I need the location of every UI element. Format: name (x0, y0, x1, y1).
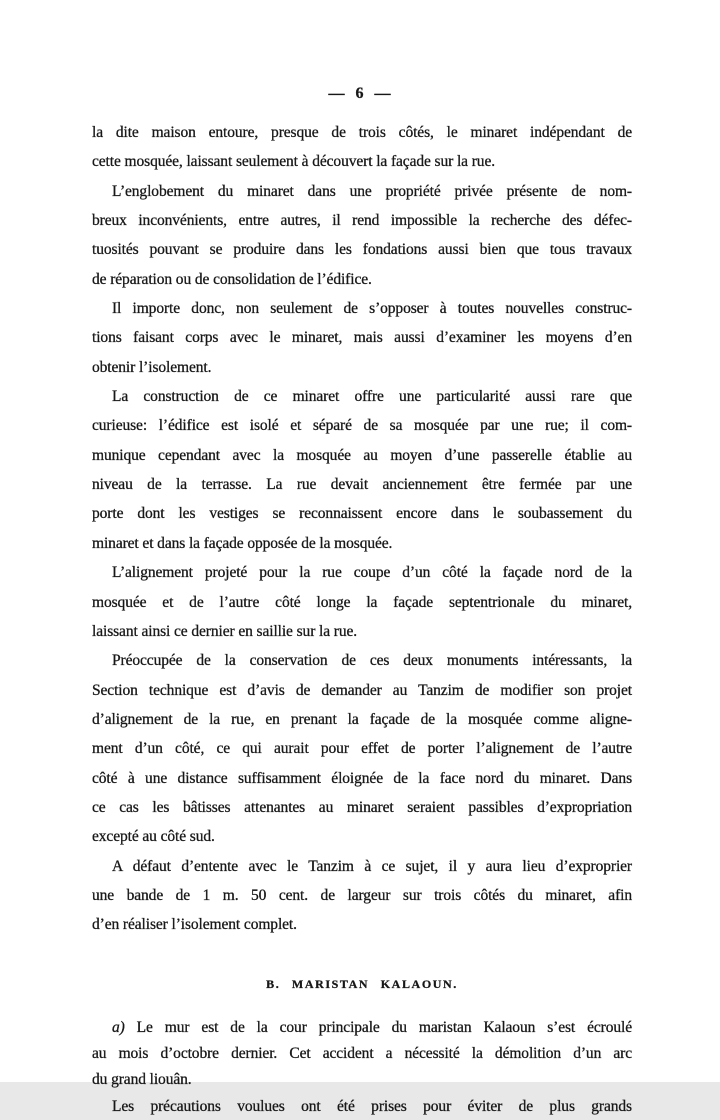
text-line: obtenir l’isolement. (92, 358, 212, 376)
text-line: tuosités pouvant se produire dans les fondations aussi bien que tous travaux (92, 241, 632, 259)
text-line: du grand liouân. (92, 1071, 192, 1089)
text-line: mosquée et de l’autre côté longe la façade septentrionale du minaret, (92, 593, 632, 611)
text-line: ment d’un côté, ce qui aurait pour effet de porter l’alignement de l’autre (92, 740, 632, 758)
list-marker: a) (112, 1018, 125, 1036)
text-line: une bande de 1 m. 50 cent. de largeur sur trois côtés du minaret, afin (92, 886, 632, 904)
text-line: curieuse: l’édifice est isolé et séparé de sa mosquée par une rue; il com- (92, 417, 632, 435)
paragraph (92, 177, 632, 294)
text-line: Les précautions voulues ont été prises pour éviter de plus grands (112, 1097, 632, 1115)
text-line: cette mosquée, laissant seulement à découvert la façade sur la rue. (92, 153, 496, 171)
section-heading: B. MARISTAN KALAOUN. (266, 976, 458, 991)
text-line: L’englobement du minaret dans une propriété privée présente de nom- (112, 182, 632, 200)
text-line: munique cependant avec la mosquée au moyen d’une passerelle établie au (92, 446, 632, 464)
paragraph (92, 382, 632, 558)
text-line: Section technique est d’avis de demander au Tanzim de modifier son projet (92, 681, 632, 699)
paragraph (92, 1015, 632, 1094)
text-line: excepté au côté sud. (92, 828, 215, 846)
text-line: au mois d’octobre dernier. Cet accident a nécessité la démolition d’un arc (92, 1045, 632, 1063)
paragraph (92, 294, 632, 382)
text-line: de réparation ou de consolidation de l’édifice. (92, 270, 372, 288)
paragraph (92, 1094, 632, 1120)
text-line: ce cas les bâtisses attenantes au minaret seraient passibles d’expropriation (92, 798, 632, 816)
text-line: Il importe donc, non seulement de s’opposer à toutes nouvelles construc- (112, 300, 632, 318)
text-line: laissant ainsi ce dernier en saillie sur la rue. (92, 622, 358, 640)
text-line: Préoccupée de la conservation de ces deux monuments intéressants, la (112, 652, 632, 670)
text-line: niveau de la terrasse. La rue devait anciennement être fermée par une (92, 476, 632, 494)
text-block (92, 118, 632, 1120)
text-line: L’alignement projeté pour la rue coupe d’un côté la façade nord de la (112, 564, 632, 582)
paragraph (92, 646, 632, 851)
text-line: d’en réaliser l’isolement complet. (92, 916, 297, 934)
text-line: La construction de ce minaret offre une particularité aussi rare que (112, 388, 632, 406)
text-line: la dite maison entoure, presque de trois côtés, le minaret indépendant de (92, 124, 632, 141)
text-line: breux inconvénients, entre autres, il rend impossible la recherche des défec- (92, 212, 632, 230)
text-line: A défaut d’entente avec le Tanzim à ce sujet, il y aura lieu d’exproprier (112, 857, 632, 875)
paragraph (92, 852, 632, 940)
text-line: d’alignement de la rue, en prenant la façade de la mosquée comme aligne- (92, 710, 632, 728)
paragraph (92, 118, 632, 177)
text-line: tions faisant corps avec le minaret, mais aussi d’examiner les moyens d’en (92, 329, 632, 347)
text-line: porte dont les vestiges se reconnaissent encore dans le soubassement du (92, 505, 632, 523)
page-number: — 6 — (328, 85, 392, 102)
text-line: côté à une distance suffisamment éloignée de la face nord du minaret. Dans (92, 769, 632, 787)
paragraph (92, 558, 632, 646)
text-line: minaret et dans la façade opposée de la mosquée. (92, 534, 393, 552)
text-line: a) Le mur est de la cour principale du maristan Kalaoun s’est écroulé (112, 1018, 632, 1036)
